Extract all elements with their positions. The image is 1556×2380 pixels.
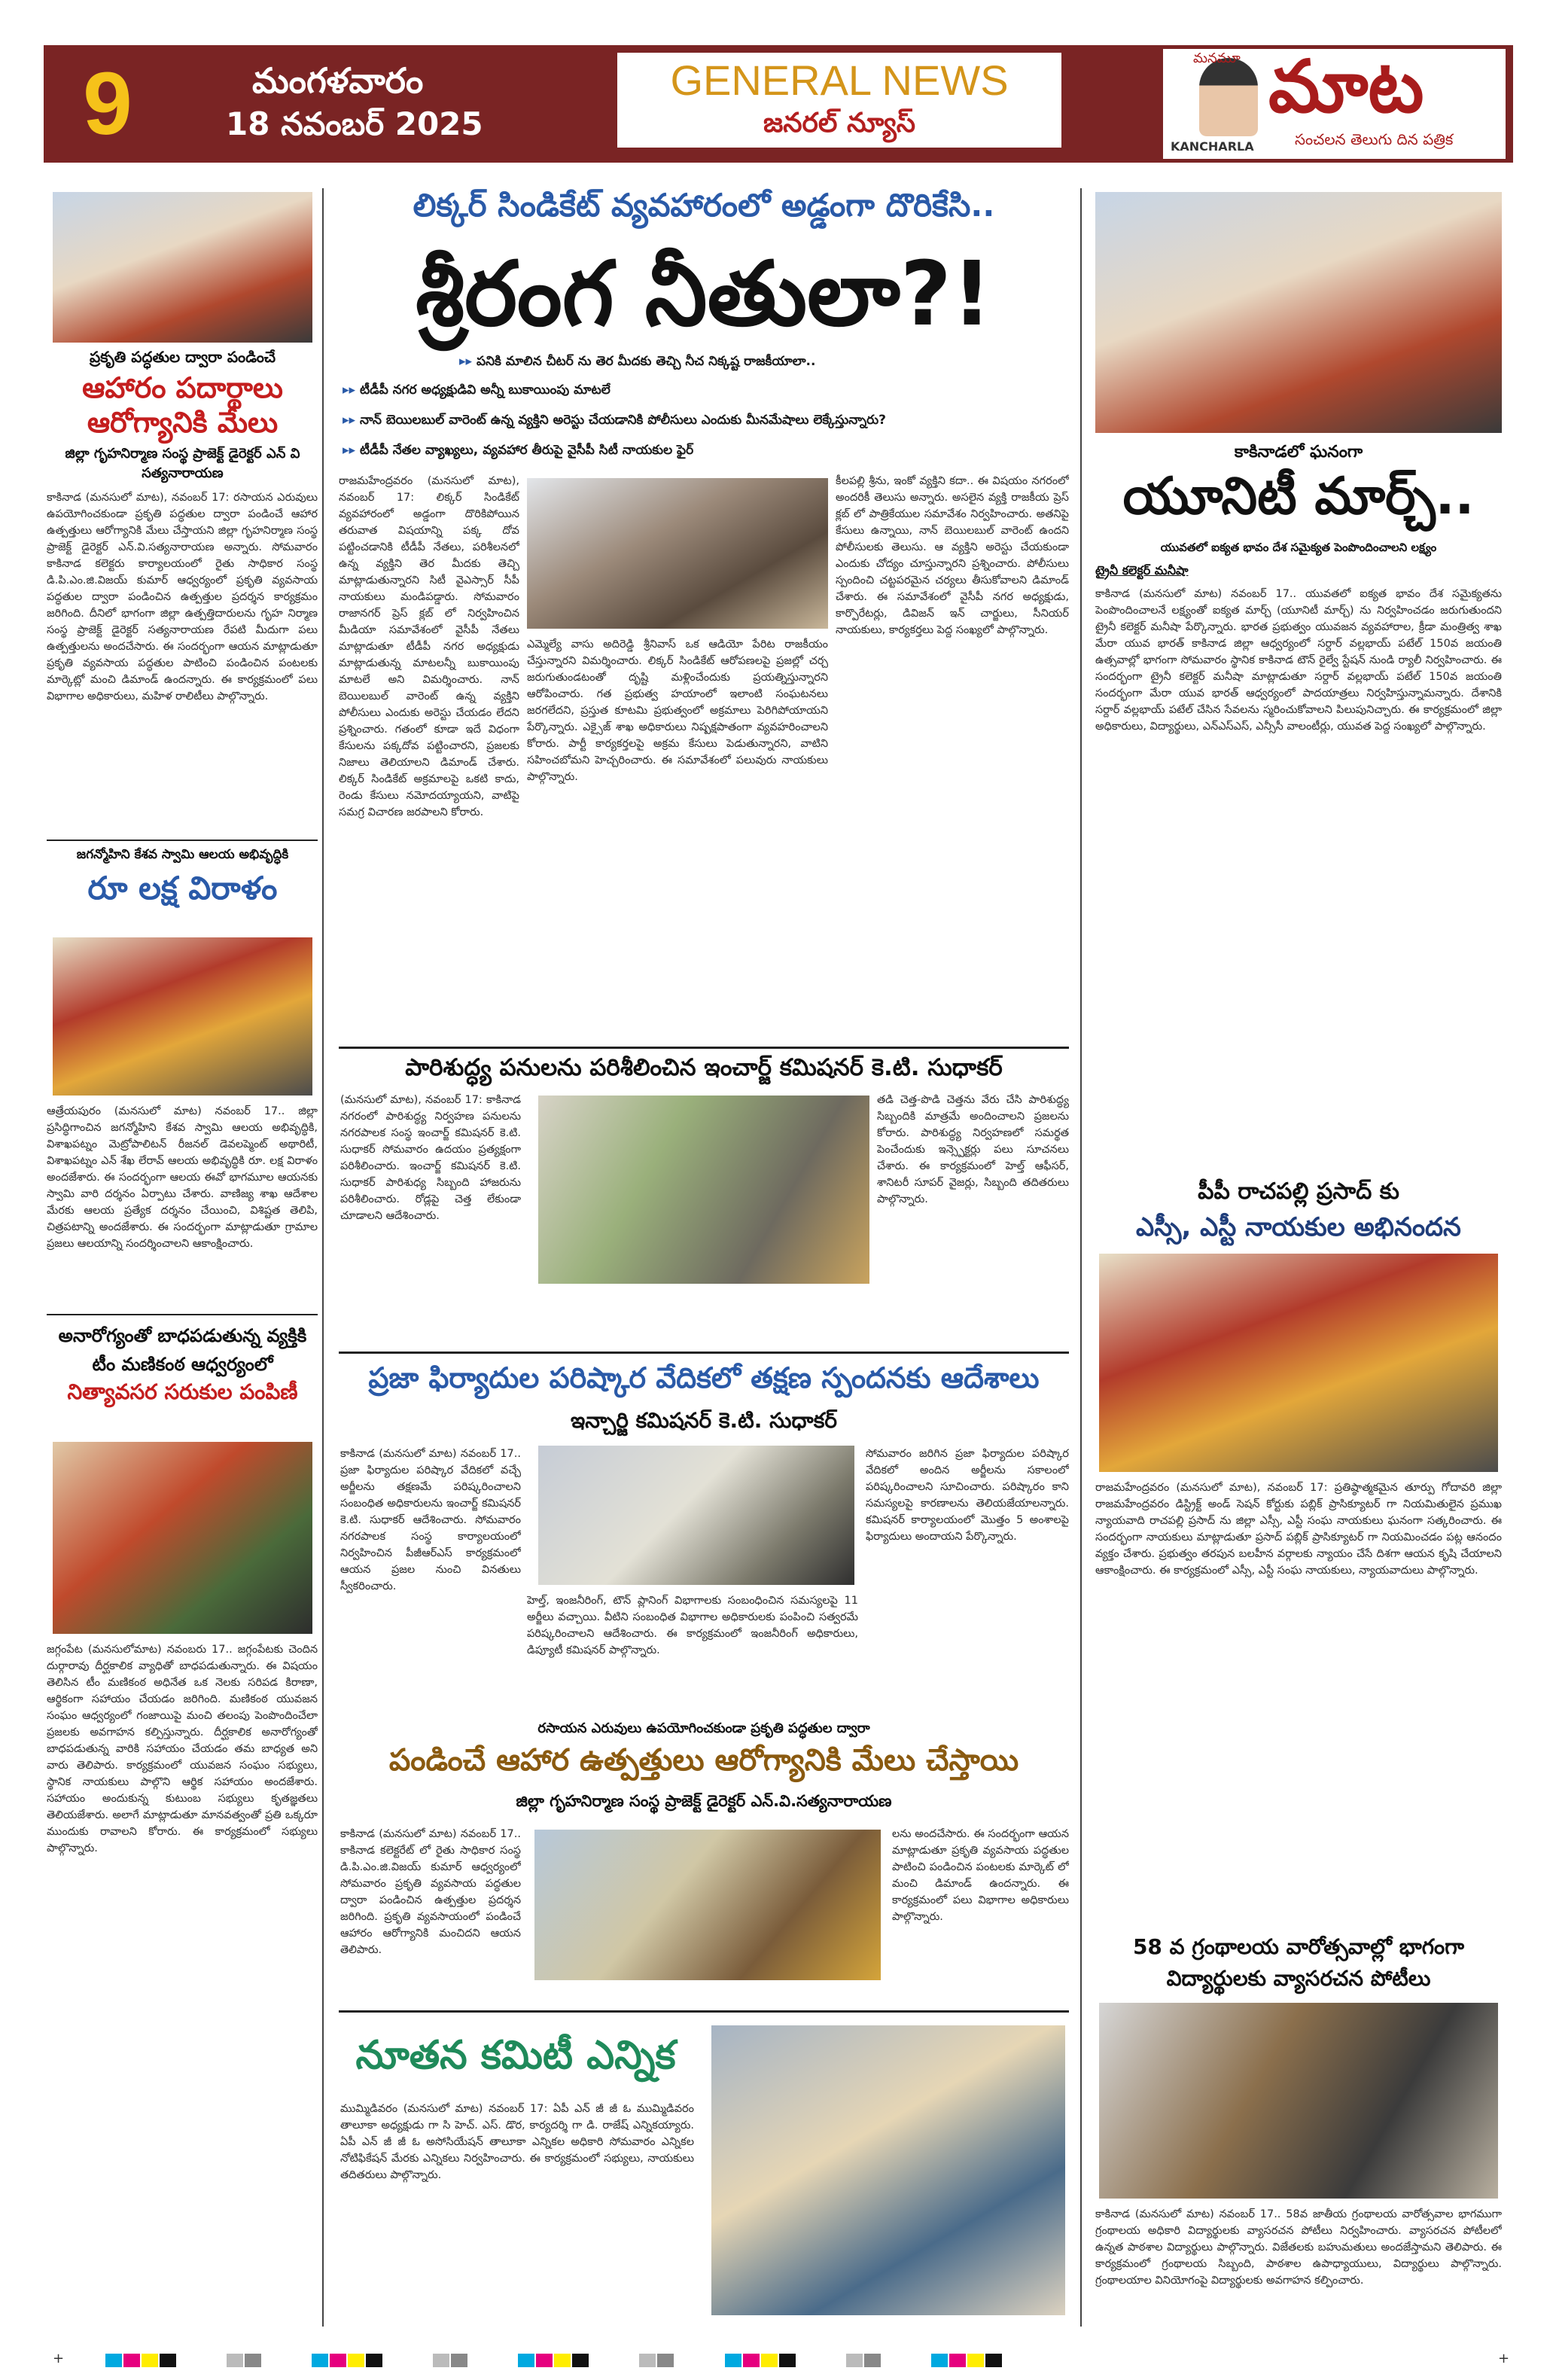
divider (339, 1047, 1069, 1049)
story-body: ఆత్రేయపురం (మనసులో మాట) నవంబర్ 17.. జిల్లా ప్రసిద్ధిగాంచిన జగన్మోహిని కేశవ స్వామి ఆలయ అభివృద్ధికి, విశాఖపట్నం మెట్రోపాలిటన్ రీజనల్ డెవలప్మెంట్ అథారిటీ, విశాఖపట్నం ఎన్ శేఖ లేరావ్ ఆలయ అభివృద్ధికి రూ. లక్ష విరాళం అందజేశారు. ఈ సందర్భంగా ఆలయ ఈవో భాగమూల ఆయనకు స్వామి వారి దర్శనం ఏర్పాటు చేశారు. వాణిజ్య శాఖ ఆదేశాల మేరకు ఆలయ ప్రత్యేక దర్శనం చేయించి, విశిష్టత తెలిపి, చిత్రపటాన్ని అందజేశారు. ఈ సందర్భంగా మాట్లాడుతూ గ్రామాల ప్రజలు ఆలయాన్ని సందర్శించాలని ఆకాంక్షించారు. (47, 1105, 318, 1250)
section-title-en: GENERAL NEWS (670, 56, 1009, 104)
lead-strap: ▸▸ పనికి మాలిన చీటర్ ను తెర మీదకు తెచ్చి నీచ నిక్కష్ట రాజకీయాలా.. (459, 354, 816, 369)
divider (339, 1352, 1069, 1354)
organic-kicker: రసాయన ఎరువులు ఉపయోగించకుండా ప్రకృతి పద్ధతుల ద్వారా (537, 1720, 870, 1736)
lead-bullet-text: నాన్ బెయిలబుల్ వారెంట్ ఉన్న వ్యక్తిని అరెస్టు చేయడానికి పోలీసులు ఎందుకు మీనమేషాలు లెక్కేస్తున్నారు? (360, 413, 886, 428)
page-number: 9 (83, 54, 132, 154)
library-body: కాకినాడ (మనసులో మాట) నవంబర్ 17.. 58వ జాతీయ గ్రంథాలయ వారోత్సవాల భాగముగా గ్రంథాలయ అధికారి విద్యార్థులకు వ్యాసరచన పోటీలు నిర్వహించారు. వ్యాసరచన పోటీలలో ఉన్నత పాఠశాల విద్యార్థులు పాల్గొన్నారు. విజేతలకు బహుమతులు అందజేస్తామని తెలిపారు. ఈ కార్యక్రమంలో గ్రంథాలయ సిబ్బంది, పాఠశాల ఉపాధ్యాయులు, విద్యార్థులు పాల్గొన్నారు. గ్రంథాలయాల వినియోగంపై విద్యార్థులకు అవగాహన కల్పించారు. (1095, 2208, 1502, 2287)
photo-committee-group (711, 2025, 1065, 2315)
grievance-body-mid: హెల్త్, ఇంజనీరింగ్, టౌన్ ప్లానింగ్ విభాగాలకు సంబంధించిన సమస్యలపై 11 అర్జీలు వచ్చాయి. వీటిని సంబంధిత విభాగాల అధికారులకు పంపించి సత్వరమే పరిష్కరించాలని ఆదేశించారు. ఈ కార్యక్రమంలో ఇంజనీరింగ్ అధికారులు, డిప్యూటీ కమిషనర్ పాల్గొన్నారు. (527, 1595, 858, 1656)
photo-felicitation (1099, 1254, 1498, 1472)
logo-name: KANCHARLA (1171, 139, 1254, 154)
lead-body-left: రాజమహేంద్రవరం (మనసులో మాట), నవంబర్ 17: లిక్కర్ సిండికేట్ వ్యవహారంలో అడ్డంగా దొరికిపోయిన తరువాత విషయాన్ని పక్క దోవ పట్టించడానికి టీడీపీ నేతలు, పరిశీలనలో ఉన్న వ్యక్తిని తెర మీదకు తెచ్చి మాట్లాడుతున్నారని సిటీ వైఎస్సార్ సీపీ నాయకులు మండిపడ్డారు. సోమవారం రాజానగర్ ప్రెస్ క్లబ్ లో నిర్వహించిన మీడియా సమావేశంలో వైసీపీ నేతలు మాట్లాడుతూ టీడీపీ నగర అధ్యక్షుడు మాట్లాడుతున్న మాటలన్నీ బుకాయింపు మాటలే అని విమర్శించారు. నాన్ బెయిలబుల్ వారెంట్ ఉన్న వ్యక్తిని పోలీసులు ఎందుకు అరెస్టు చేయడం లేదని ప్రశ్నించారు. గతంలో కూడా ఇదే విధంగా కేసులను పక్కదోవ పట్టించారని, ప్రజలకు నిజాలు తెలియాలని డిమాండ్ చేశారు. లిక్కర్ సిండికేట్ అక్రమాలపై ఒకటి కాదు, రెండు కేసులు నమోదయ్యాయని, వాటిపై సమగ్ర విచారణ జరపాలని కోరారు. (339, 475, 519, 818)
headline: ఆహారం పదార్థాలు ఆరోగ్యానికి మేలు (82, 371, 283, 439)
masthead-date: 18 నవంబర్ 2025 (226, 105, 483, 142)
grievance-headline: ప్రజా ఫిర్యాదుల పరిష్కార వేదికలో తక్షణ స్పందనకు ఆదేశాలు (368, 1361, 1040, 1394)
photo-grocery-distribution (53, 1442, 312, 1634)
section-title-te: జనరల్ న్యూస్ (763, 108, 916, 139)
grievance-body-right: సోమవారం జరిగిన ప్రజా ఫిర్యాదుల పరిష్కార వేదికలో అందిన అర్జీలను సకాలంలో పరిష్కరించాలని సూచించారు. పరిష్కారం కాని సమస్యలపై కారణాలను తెలియజేయాలన్నారు. కమిషనర్ కార్యాలయంలో మొత్తం 5 అంశాలపై ఫిర్యాదులు అందాయని పేర్కొన్నారు. (866, 1448, 1069, 1543)
photo-press-meet (527, 478, 828, 629)
divider (339, 2010, 1069, 2013)
registration-mark-icon: + (53, 2351, 65, 2366)
lead-bullet: ▸▸ నాన్ బెయిలబుల్ వారెంట్ ఉన్న వ్యక్తిని అరెస్టు చేయడానికి పోలీసులు ఎందుకు మీనమేషాలు లెక్కేస్తున్నారు? (343, 413, 886, 428)
unity-strap: యువతలో ఐక్యత భావం దేశ సమైక్యత పెంపొందించాలని లక్ష్యం (1160, 541, 1437, 554)
unity-kicker: కాకినాడలో ఘనంగా (1234, 443, 1363, 462)
unity-headline: యూనిటీ మార్చ్.. (1122, 467, 1475, 526)
felicitation-body: రాజమహేంద్రవరం (మనసులో మాట), నవంబర్ 17: ప్రతిష్ఠాత్మకమైన తూర్పు గోదావరి జిల్లా రాజమహేంద్రవరం డిస్ట్రిక్ట్ అండ్ సెషన్ కోర్టుకు పబ్లిక్ ప్రాసిక్యూటర్ గా నియమితులైన ప్రముఖ న్యాయవాది రాచపల్లి ప్రసాద్ ను జిల్లా ఎస్సీ, ఎస్టీ సంఘ నాయకులు ఘనంగా సత్కరించారు. ఈ సందర్భంగా నాయకులు మాట్లాడుతూ ప్రసాద్ పబ్లిక్ ప్రాసిక్యూటర్ గా నియమించడం పట్ల ఆనందం వ్యక్తం చేశారు. ప్రభుత్వం తరపున బలహీన వర్గాలకు న్యాయం చేసే దిశగా ఆయన కృషి చేయాలని ఆకాంక్షించారు. ఈ కార్యక్రమంలో ఎస్సీ, ఎస్టీ సంఘ నాయకులు, న్యాయవాదులు పాల్గొన్నారు. (1095, 1482, 1502, 1577)
felicitation-headline2: ఎస్సీ, ఎస్టీ నాయకుల అభినందన (1136, 1212, 1461, 1242)
organic-body-right: లను అందచేసారు. ఈ సందర్భంగా ఆయన మాట్లాడుతూ ప్రకృతి వ్యవసాయ పద్ధతుల పాటించి పండించిన పంటలకు మార్కెట్ లో మంచి డిమాండ్ ఉందన్నారు. ఈ కార్యక్రమంలో పలు విభాగాల అధికారులు పాల్గొన్నారు. (892, 1828, 1069, 1923)
photo-organic-expo (53, 192, 312, 343)
lead-bullet-text: టీడీపీ నేతల వ్యాఖ్యలు, వ్యవహార తీరుపై వైసీపీ సిటీ నాయకుల ఫైర్ (360, 443, 694, 458)
organic-body-left: కాకినాడ (మనసులో మాట) నవంబర్ 17.. కాకినాడ కలెక్టరేట్ లో రైతు సాధికార సంస్థ డి.పి.ఎం.జి.విజయ్ కుమార్ ఆధ్వర్యంలో సోమవారం ప్రకృతి వ్యవసాయ పద్ధతుల ద్వారా పండించిన ఉత్పత్తుల ప్రదర్శన జరిగింది. ప్రకృతి వ్యవసాయంలో పండించే ఆహారం ఆరోగ్యానికి మంచిదని ఆయన తెలిపారు. (340, 1828, 521, 1956)
column-divider (322, 188, 324, 2327)
masthead-day: మంగళవారం (252, 60, 424, 101)
photo-sanitation-inspection (538, 1096, 869, 1284)
lead-bullet-text: టీడీపీ నగర అధ్యక్షుడివి అన్నీ బుకాయింపు మాటలే (360, 382, 611, 398)
logo-portrait-icon (1199, 58, 1258, 136)
library-headline: 58 వ గ్రంథాలయ వారోత్సవాల్లో భాగంగా విద్యార్థులకు వ్యాసరచన పోటీలు (1132, 1934, 1465, 1991)
sanitation-body-left: (మనసులో మాట), నవంబర్ 17: కాకినాడ నగరంలో పారిశుద్ధ్య నిర్వహణ పనులను నగరపాలక సంస్థ ఇంచార్జ్ కమిషనర్ కె.టి. సుధాకర్ సోమవారం ఉదయం ప్రత్యక్షంగా పరిశీలించారు. ఇంచార్జ్ కమిషనర్ కె.టి. సుధాకర్ పారిశుధ్య సిబ్బంది హాజరును పరిశీలించారు. రోడ్లపై చెత్త లేకుండా చూడాలని ఆదేశించారు. (340, 1094, 521, 1222)
story-body: జగ్గంపేట (మనసులోమాట) నవంబరు 17.. జగ్గంపేటకు చెందిన దుర్గారావు దీర్ఘకాలిక వ్యాధితో బాధపడుతున్నారు. ఈ విషయం తెలిసిన టీం మణికంఠ అధినేత ఒక నెలకు సరిపడ కిరాణా, ఆర్థికంగా సహాయం చేయడం జరిగింది. మణికంఠ యువజన సంఘం ఆధ్వర్యంలో గంజాయిపై మంచి తలంపు పెంపొందించేలా ప్రజలకు అవగాహన కల్పిస్తున్నారు. దీర్ఘకాలిక అనారోగ్యంతో బాధపడుతున్న వారికి సహాయం చేయడం తమ బాధ్యత అని వారు తెలిపారు. కార్యక్రమంలో యువజన సంఘం సభ్యులు, స్థానిక నాయకులు పాల్గొని ఆర్థిక సహాయం అందజేశారు. సహాయం అందుకున్న కుటుంబ సభ్యులు కృతజ్ఞతలు తెలియజేశారు. అలాగే మాట్లాడుతూ మానవత్వంతో ప్రతి ఒక్కరూ ముందుకు రావాలని కోరారు. ఈ కార్యక్రమంలో సభ్యులు పాల్గొన్నారు. (47, 1644, 318, 1854)
lead-bullet: ▸▸ టీడీపీ నేతల వ్యాఖ్యలు, వ్యవహార తీరుపై వైసీపీ సిటీ నాయకుల ఫైర్ (343, 443, 694, 458)
unity-body: కాకినాడ (మనసులో మాట) నవంబర్ 17.. యువతలో ఐక్యత భావం దేశ సమైక్యతను పెంపొందించాలనే లక్ష్యంతో ఐక్యత మార్చ్ (యూనిటీ మార్చ్) ను నిర్వహించడం జరుగుతుందని ట్రైనీ కలెక్టర్ మనీషా పేర్కొన్నారు. భారత ప్రభుత్వం యువజన వ్యవహారాల, క్రీడా మంత్రిత్వ శాఖ మేరా యువ భారత్ కాకినాడ జిల్లా ఆధ్వర్యంలో సర్దార్ వల్లభాయ్ పటేల్ 150వ జయంతి ఉత్సవాల్లో భాగంగా సోమవారం స్థానిక కాకినాడ టౌన్ రైల్వే స్టేషన్ నుండి ర్యాలీ నిర్వహించారు. ఈ సందర్భంగా ట్రైనీ కలెక్టర్ మనీషా మాట్లాడుతూ సర్దార్ వల్లభాయ్ పటేల్ 150వ జయంతి సందర్భంగా మేరా యువ భారత్ ఆధ్వర్యంలో పాదయాత్రలు నిర్వహిస్తున్నామన్నారు. దేశానికి సర్దార్ వల్లభాయ్ పటేల్ చేసిన సేవలను స్మరించుకోవాలని పిలుపునిచ్చారు. ఈ కార్యక్రమంలో జిల్లా అధికారులు, విద్యార్థులు, ఎన్ఎస్ఎస్, ఎన్సీసీ వాలంటీర్లు, యువత పెద్ద సంఖ్యలో పాల్గొన్నారు. (1095, 588, 1502, 733)
grievance-subhead: ఇన్చార్జి కమిషనర్ కె.టి. సుధాకర్ (570, 1408, 837, 1433)
logo-tagline: సంచలన తెలుగు దిన పత్రిక (1295, 130, 1454, 148)
grievance-body-left: కాకినాడ (మనసులో మాట) నవంబర్ 17.. ప్రజా ఫిర్యాదుల పరిష్కార వేదికలో వచ్చే అర్జీలను తక్షణమే పరిష్కరించాలని సంబంధిత అధికారులను ఇంచార్జ్ కమిషనర్ కె.టి. సుధాకర్ ఆదేశించారు. సోమవారం నగరపాలక సంస్థ కార్యాలయంలో నిర్వహించిన పీజీఆర్ఎస్ కార్యక్రమంలో ఆయన ప్రజల నుంచి వినతులు స్వీకరించారు. (340, 1448, 521, 1592)
divider (47, 1314, 318, 1315)
committee-body: ముమ్మిడివరం (మనసులో మాట) నవంబర్ 17: ఏపీ ఎన్ జీ జీ ఓ ముమ్మిడివరం తాలూకా అధ్యక్షుడు గా సి హెచ్. ఎస్. డొర, కార్యదర్శి గా డి. రాజేష్ ఎన్నికయ్యారు. ఏపీ ఎన్ జీ జీ ఓ అసోసియేషన్ తాలూకా ఎన్నికల అధికారి సోమవారం ఎన్నికల నోటిఫికేషన్ మేరకు ఎన్నికలు నిర్వహించారు. ఈ కార్యక్రమంలో సభ్యులు, నాయకులు తదితరులు పాల్గొన్నారు. (340, 2103, 694, 2181)
lead-body-mid: ఎమ్మెల్యే వాసు అదిరెడ్డి శ్రీనివాస్ ఒక ఆడియో పేరిట రాజకీయం చేస్తున్నారని విమర్శించారు. లిక్కర్ సిండికేట్ ఆరోపణలపై ప్రజల్లో చర్చ జరుగుతుండటంతో దృష్టి మళ్లించేందుకు ప్రయత్నిస్తున్నారని ఆరోపించారు. గత ప్రభుత్వ హయాంలో ఇలాంటి సంఘటనలు జరగలేదని, ప్రస్తుత కూటమి ప్రభుత్వంలో అక్రమాలు పెరిగిపోయాయని పేర్కొన్నారు. ఎక్సైజ్ శాఖ అధికారులు నిష్పక్షపాతంగా వ్యవహరించాలని కోరారు. పార్టీ కార్యకర్తలపై అక్రమ కేసులు పెడుతున్నారని, వాటిని సహించబోమని హెచ్చరించారు. ఈ సమావేశంలో పలువురు నాయకులు పాల్గొన్నారు. (527, 638, 828, 783)
photo-essay-competition (1099, 2003, 1498, 2199)
logo-small-text: మనమూ (1193, 50, 1241, 66)
subhead: జిల్లా గృహనిర్మాణ సంస్థ ప్రాజెక్ట్ డైరెక్టర్ ఎన్ వి సత్యనారాయణ (65, 446, 300, 481)
section-box (617, 53, 1061, 148)
committee-headline: నూతన కమిటీ ఎన్నిక (355, 2033, 676, 2078)
lead-headline: శ్రీరంగ నీతులా?! (416, 242, 992, 346)
divider (47, 840, 318, 841)
organic-headline: పండించే ఆహార ఉత్పత్తులు ఆరోగ్యానికి మేలు చేస్తాయి (388, 1743, 1019, 1778)
headline: రూ లక్ష విరాళం (87, 870, 278, 907)
photo-grievance-meeting (538, 1446, 854, 1585)
felicitation-headline1: పీపీ రాచపల్లి ప్రసాద్ కు (1198, 1178, 1399, 1205)
lead-strap-text: పనికి మాలిన చీటర్ ను తెర మీదకు తెచ్చి నీచ నిక్కష్ట రాజకీయాలా.. (477, 354, 816, 369)
brand-logo (1163, 44, 1506, 159)
kicker: ప్రకృతి పద్ధతుల ద్వారా పండించే (89, 348, 276, 366)
photo-unity-march (1095, 192, 1502, 433)
sanitation-body-right: తడి చెత్త-పొడి చెత్తను వేరు చేసి పారిశుద్ధ్య సిబ్బందికి మాత్రమే అందించాలని ప్రజలను కోరారు. పారిశుద్ధ్య నిర్వహణలో సమర్థత పెంచేందుకు ఇన్స్పెక్టర్లు పలు సూచనలు చేశారు. ఈ కార్యక్రమంలో హెల్త్ ఆఫీసర్, శానిటరీ సూపర్ వైజర్లు, సిబ్బంది తదితరులు పాల్గొన్నారు. (877, 1094, 1069, 1205)
photo-organic-products (534, 1830, 881, 1980)
kicker: జగన్మోహిని కేశవ స్వామి ఆలయ అభివృద్ధికి (76, 847, 289, 862)
sanitation-headline: పారిశుద్ధ్య పనులను పరిశీలించిన ఇంచార్జ్ కమిషనర్ కె.టి. సుధాకర్ (405, 1054, 1003, 1081)
column-divider (1080, 188, 1082, 2327)
story-body: కాకినాడ (మనసులో మాట), నవంబర్ 17: రసాయన ఎరువులు ఉపయోగించకుండా ప్రకృతి పద్ధతుల ద్వారా పండించే ఆహార ఉత్పత్తులు ఆరోగ్యానికి మేలు చేస్తాయని జిల్లా గృహనిర్మాణ సంస్థ ప్రాజెక్ట్ డైరెక్టర్ ఎన్.వి.సత్యనారాయణ అన్నారు. సోమవారం కాకినాడ కలెక్టరు కార్యాలయంలో రైతు సాధికార సంస్థ డి.పి.ఎం.జి.విజయ్ కుమార్ ఆధ్వర్యంలో ప్రకృతి వ్యవసాయ పద్ధతుల ద్వారా పండించిన ఉత్పత్తుల ప్రదర్శన కార్యక్రమం జరిగింది. దీనిలో భాగంగా జిల్లా ఉత్పత్తిదారులను గృహ నిర్మాణ సంస్థ ప్రాజెక్ట్ డైరెక్టర్ సత్యనారాయణ రేపటి మీదుగా పలు ఉత్పత్తులను అందచేసారు. ఈ సందర్భంగా ఆయన మాట్లాడుతూ ప్రకృతి వ్యవసాయ పద్ధతుల పాటించి పండించిన పంటలకు మార్కెట్లో మంచి డిమాండ్ ఉందన్నారు. ఈ కార్యక్రమంలో పలు విభాగాల అధికారులు, మహిళ రాలిటీలు పాల్గొన్నారు. (47, 492, 318, 702)
unity-byline: ట్రైనీ కలెక్టర్ మనీషా (1095, 563, 1189, 577)
photo-temple-donation (53, 937, 312, 1096)
color-calibration-bar (105, 2354, 1483, 2369)
lead-kicker: లిక్కర్ సిండికేట్ వ్యవహారంలో అడ్డంగా దొరికేసి.. (413, 187, 995, 224)
registration-mark-icon: + (1498, 2351, 1510, 2366)
lead-body-right: కీలపల్లి శ్రీను, ఇంకో వ్యక్తిని కదా.. ఈ విషయం నగరంలో అందరికీ తెలుసు అన్నారు. అసలైన వ్యక్తి రాజకీయ ప్రెస్ క్లబ్ లో పాత్రికేయుల సమావేశం నిర్వహించారు. అతనిపై కేసులు ఉన్నాయి, నాన్ బెయిలబుల్ వారెంట్ ఉందని పోలీసులకు తెలుసు. ఆ వ్యక్తిని అరెస్టు చేయకుండా ఎందుకు చోద్యం చూస్తున్నారని ప్రశ్నించారు. పోలీసులు స్పందించి చట్టపరమైన చర్యలు తీసుకోవాలని డిమాండ్ చేశారు. ఈ సమావేశంలో వైసీపీ నగర అధ్యక్షుడు, కార్పొరేటర్లు, డివిజన్ ఇన్ చార్జులు, సీనియర్ నాయకులు, కార్యకర్తలు పెద్ద సంఖ్యలో పాల్గొన్నారు. (836, 475, 1069, 636)
organic-subhead: జిల్లా గృహనిర్మాణ సంస్థ ప్రాజెక్ట్ డైరెక్టర్ ఎన్.వి.సత్యనారాయణ (516, 1792, 892, 1810)
logo-wordmark: మాట (1268, 44, 1424, 129)
kicker: అనారోగ్యంతో బాధపడుతున్న వ్యక్తికి టీం మణికంఠ ఆధ్వర్యంలో (58, 1325, 307, 1375)
lead-bullet: ▸▸ టీడీపీ నగర అధ్యక్షుడివి అన్నీ బుకాయింపు మాటలే (343, 382, 611, 398)
headline: నిత్యావసర సరుకుల పంపిణీ (67, 1379, 298, 1404)
